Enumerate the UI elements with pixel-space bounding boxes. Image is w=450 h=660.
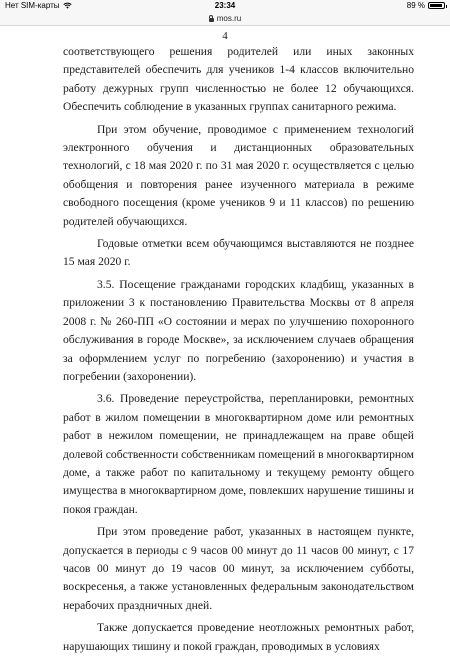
lock-icon xyxy=(209,18,214,22)
battery-percent: 89 % xyxy=(406,1,425,10)
paragraph: соответствующего решения родителей или иных законных представителей обеспечить для учеников 1-4 классов включительно работу дежурных групп численностью не более 12 обучающихся. Обеспечить соблюдение в указанных группах санитарного режима. xyxy=(63,45,414,114)
status-right xyxy=(407,1,445,10)
paragraph: При этом проведение работ, указанных в настоящем пункте, допускается в периоды с 9 часов 00 минут до 11 часов 00 минут, с 17 часов 00 минут до 19 часов 00 минут, за исключением субботы, воскресенья, а также установленных федеральным законодательством нерабочих праздничных дней. xyxy=(63,525,414,612)
url-text: mos.ru xyxy=(216,14,242,23)
document-body xyxy=(63,43,414,660)
paragraph: 3.5. Посещение гражданами городских кладбищ, указанных в приложении 3 к постановлению Правительства Москвы от 8 апреля 2008 г. № 260-ПП «О состоянии и мерах по улучшению похоронного обслуживания в городе Москве», за исключением случаев обращения за оформлением услуг по погребению (захоронению) и участия в погребении (захоронении). xyxy=(63,277,414,383)
paragraph: 3.6. Проведение переустройства, перепланировки, ремонтных работ в жилом помещении в многоквартирном доме или ремонтных работ в нежилом помещении, не принадлежащем на праве общей долевой собственности собственникам помещений в многоквартирном доме, а также работ по капитальному и текущему ремонту общего имущества в многоквартирном доме, повлекших нарушение тишины и покоя граждан. xyxy=(63,392,414,516)
paragraph: При этом обучение, проводимое с применением технологий электронного обучения и дистанционных образовательных технологий, с 18 мая 2020 г. по 31 мая 2020 г. осуществляется с целью обобщения и повторения ранее изученного материала в режиме свободного посещения (кроме учеников 9 и 11 классов) по решению родителей обучающихся. xyxy=(63,122,414,228)
clock: 23:34 xyxy=(214,1,236,10)
battery-fill xyxy=(430,4,442,7)
battery-icon xyxy=(428,2,445,9)
paragraph: Годовые отметки всем обучающимся выставляются не позднее 15 мая 2020 г. xyxy=(63,237,414,269)
status-bar xyxy=(0,0,450,12)
page-number: 4 xyxy=(222,30,228,42)
paragraph: Также допускается проведение неотложных ремонтных работ, нарушающих тишину и покой граждан, проводимых в условиях xyxy=(63,621,414,653)
carrier-label: Нет SIM-карты xyxy=(5,1,60,10)
address-bar[interactable] xyxy=(0,12,450,26)
